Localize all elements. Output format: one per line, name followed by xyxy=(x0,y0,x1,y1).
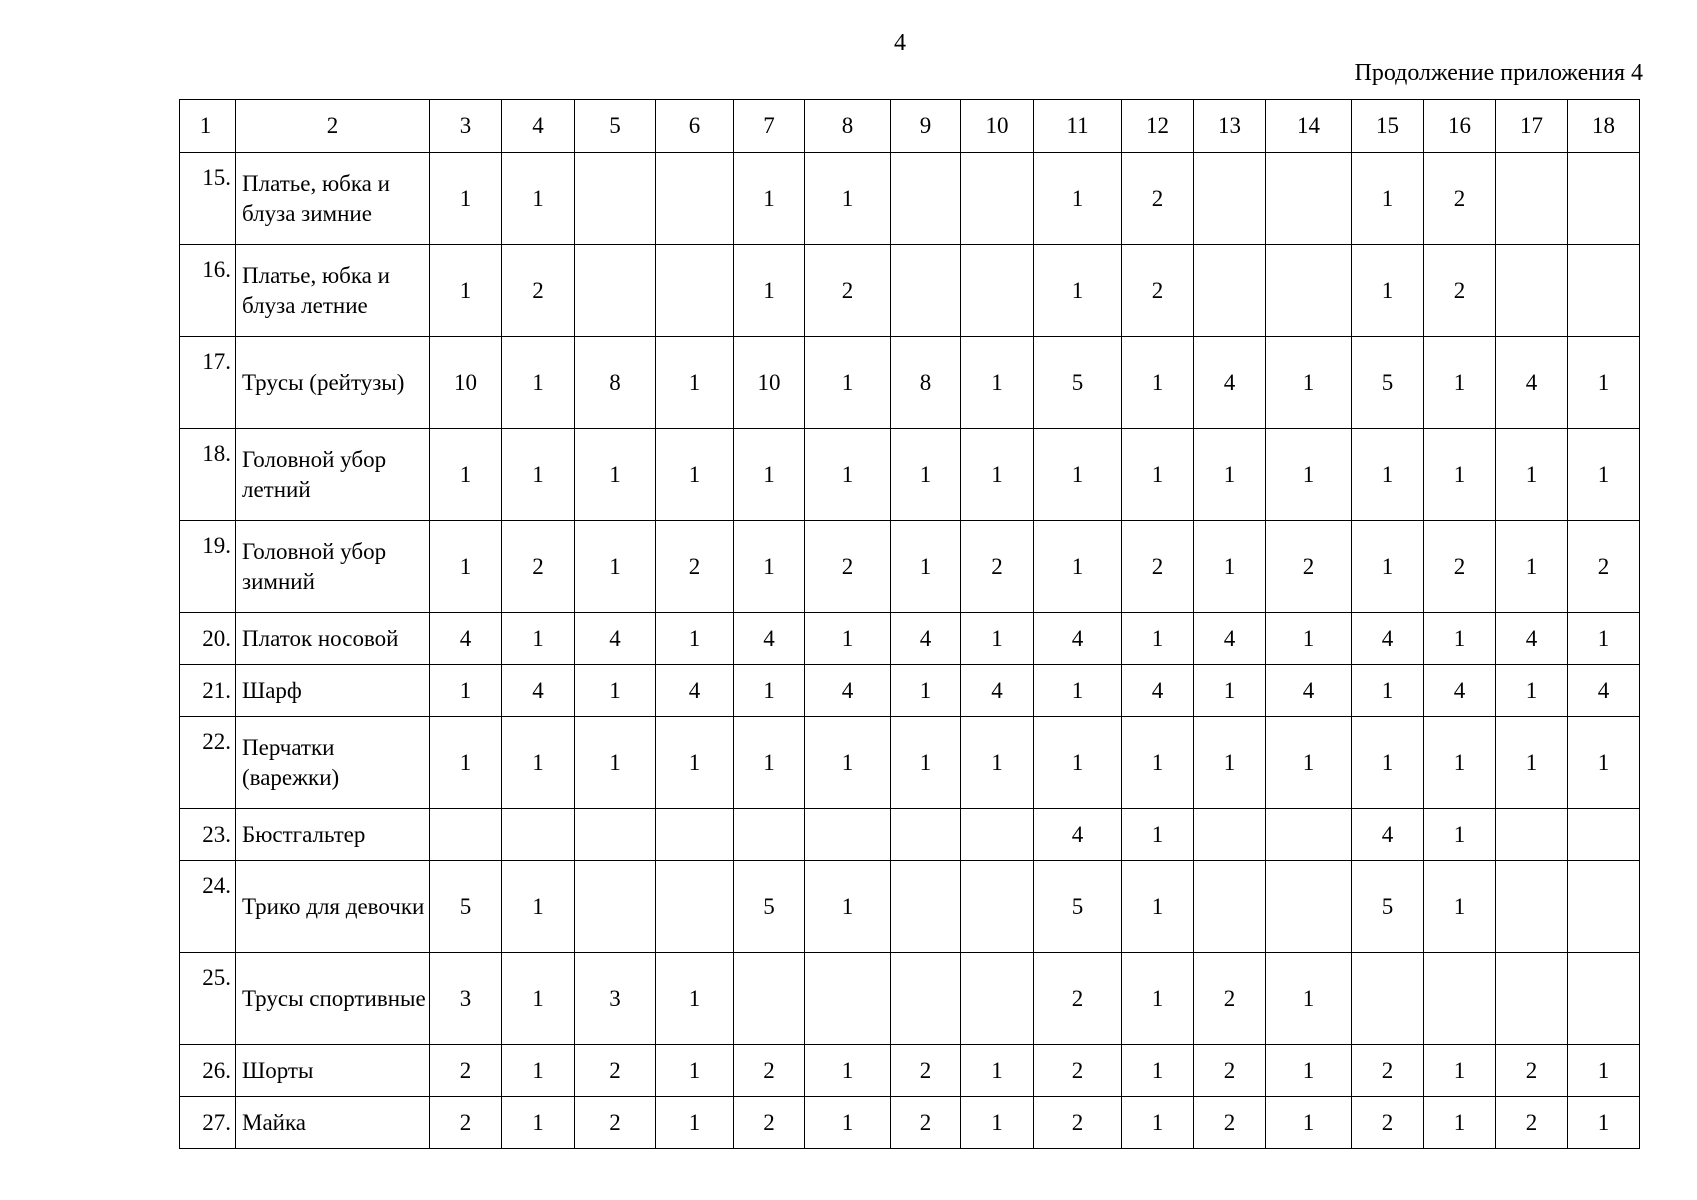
value-cell: 4 xyxy=(575,613,656,665)
value-cell: 2 xyxy=(502,245,575,337)
value-cell: 1 xyxy=(1352,665,1424,717)
value-cell: 1 xyxy=(430,245,502,337)
value-cell xyxy=(1352,953,1424,1045)
value-cell: 2 xyxy=(575,1045,656,1097)
value-cell xyxy=(656,861,734,953)
header-cell: 1 xyxy=(180,100,236,153)
value-cell: 4 xyxy=(656,665,734,717)
value-cell: 2 xyxy=(1266,521,1352,613)
header-cell: 13 xyxy=(1194,100,1266,153)
value-cell: 2 xyxy=(1424,521,1496,613)
value-cell: 1 xyxy=(430,429,502,521)
value-cell: 1 xyxy=(1496,717,1568,809)
value-cell xyxy=(656,809,734,861)
value-cell: 1 xyxy=(502,337,575,429)
value-cell: 1 xyxy=(734,665,805,717)
value-cell: 1 xyxy=(961,429,1034,521)
value-cell xyxy=(1568,809,1640,861)
item-name: Головной убор летний xyxy=(236,429,430,521)
value-cell xyxy=(961,245,1034,337)
item-name: Трусы спортивные xyxy=(236,953,430,1045)
value-cell xyxy=(891,809,961,861)
value-cell xyxy=(1496,153,1568,245)
value-cell: 1 xyxy=(1034,717,1122,809)
value-cell: 1 xyxy=(1122,717,1194,809)
value-cell: 2 xyxy=(502,521,575,613)
value-cell: 1 xyxy=(891,521,961,613)
value-cell: 4 xyxy=(1496,613,1568,665)
value-cell: 2 xyxy=(1122,153,1194,245)
table-row xyxy=(180,337,1640,429)
table-row xyxy=(180,245,1640,337)
header-cell: 16 xyxy=(1424,100,1496,153)
value-cell: 4 xyxy=(1352,809,1424,861)
value-cell xyxy=(805,809,891,861)
value-cell: 1 xyxy=(1424,809,1496,861)
value-cell: 8 xyxy=(891,337,961,429)
header-cell: 14 xyxy=(1266,100,1352,153)
value-cell: 2 xyxy=(891,1097,961,1149)
value-cell: 1 xyxy=(502,717,575,809)
value-cell: 1 xyxy=(575,521,656,613)
value-cell: 1 xyxy=(1266,717,1352,809)
header-cell: 12 xyxy=(1122,100,1194,153)
value-cell: 1 xyxy=(502,861,575,953)
value-cell: 1 xyxy=(430,717,502,809)
value-cell: 1 xyxy=(502,429,575,521)
value-cell: 4 xyxy=(430,613,502,665)
value-cell: 1 xyxy=(1568,1045,1640,1097)
value-cell: 8 xyxy=(575,337,656,429)
value-cell: 1 xyxy=(961,717,1034,809)
value-cell: 2 xyxy=(1034,1097,1122,1149)
row-number: 16. xyxy=(180,245,236,337)
value-cell: 1 xyxy=(805,1097,891,1149)
row-number: 25. xyxy=(180,953,236,1045)
value-cell xyxy=(961,153,1034,245)
value-cell: 1 xyxy=(656,337,734,429)
row-number: 26. xyxy=(180,1045,236,1097)
header-cell: 3 xyxy=(430,100,502,153)
value-cell xyxy=(1266,861,1352,953)
value-cell: 2 xyxy=(961,521,1034,613)
value-cell: 1 xyxy=(1122,429,1194,521)
value-cell: 1 xyxy=(575,665,656,717)
table-row xyxy=(180,665,1640,717)
value-cell xyxy=(1496,953,1568,1045)
value-cell: 1 xyxy=(1266,953,1352,1045)
header-cell: 17 xyxy=(1496,100,1568,153)
value-cell: 1 xyxy=(1034,429,1122,521)
value-cell: 1 xyxy=(1352,429,1424,521)
value-cell: 4 xyxy=(961,665,1034,717)
item-name: Шарф xyxy=(236,665,430,717)
value-cell: 1 xyxy=(1266,337,1352,429)
item-name: Платье, юбка и блуза летние xyxy=(236,245,430,337)
value-cell: 1 xyxy=(656,429,734,521)
value-cell xyxy=(1568,153,1640,245)
table-row xyxy=(180,429,1640,521)
value-cell: 1 xyxy=(575,429,656,521)
header-cell: 15 xyxy=(1352,100,1424,153)
value-cell: 4 xyxy=(805,665,891,717)
value-cell: 1 xyxy=(1122,953,1194,1045)
value-cell xyxy=(1568,245,1640,337)
value-cell: 2 xyxy=(430,1045,502,1097)
value-cell: 1 xyxy=(1034,521,1122,613)
value-cell: 4 xyxy=(1194,337,1266,429)
row-number: 24. xyxy=(180,861,236,953)
value-cell: 2 xyxy=(805,245,891,337)
value-cell: 2 xyxy=(1496,1045,1568,1097)
value-cell xyxy=(734,953,805,1045)
value-cell: 2 xyxy=(1034,1045,1122,1097)
value-cell: 2 xyxy=(891,1045,961,1097)
value-cell: 1 xyxy=(961,1045,1034,1097)
value-cell: 1 xyxy=(430,521,502,613)
value-cell: 2 xyxy=(1568,521,1640,613)
table-row xyxy=(180,1045,1640,1097)
table-row xyxy=(180,861,1640,953)
value-cell xyxy=(1496,245,1568,337)
value-cell: 1 xyxy=(1352,521,1424,613)
value-cell xyxy=(961,953,1034,1045)
value-cell: 2 xyxy=(1424,245,1496,337)
value-cell: 4 xyxy=(1266,665,1352,717)
table-row xyxy=(180,613,1640,665)
value-cell: 4 xyxy=(1424,665,1496,717)
item-name: Перчатки (варежки) xyxy=(236,717,430,809)
value-cell: 1 xyxy=(1424,429,1496,521)
value-cell: 1 xyxy=(891,717,961,809)
value-cell: 1 xyxy=(430,153,502,245)
value-cell: 5 xyxy=(1034,337,1122,429)
value-cell: 10 xyxy=(430,337,502,429)
appendix-caption: Продолжение приложения 4 xyxy=(1354,60,1643,86)
value-cell: 2 xyxy=(1122,521,1194,613)
value-cell xyxy=(1194,245,1266,337)
value-cell: 1 xyxy=(1266,429,1352,521)
header-cell: 10 xyxy=(961,100,1034,153)
value-cell xyxy=(1266,245,1352,337)
value-cell: 1 xyxy=(1122,809,1194,861)
item-name: Майка xyxy=(236,1097,430,1149)
table-row xyxy=(180,809,1640,861)
value-cell: 1 xyxy=(805,153,891,245)
value-cell: 1 xyxy=(1194,665,1266,717)
value-cell: 1 xyxy=(1568,1097,1640,1149)
value-cell xyxy=(1496,861,1568,953)
value-cell: 1 xyxy=(1496,429,1568,521)
value-cell: 2 xyxy=(575,1097,656,1149)
value-cell: 4 xyxy=(1034,613,1122,665)
value-cell: 2 xyxy=(1194,953,1266,1045)
value-cell: 1 xyxy=(1568,717,1640,809)
value-cell: 1 xyxy=(656,953,734,1045)
value-cell: 1 xyxy=(502,953,575,1045)
value-cell: 4 xyxy=(1034,809,1122,861)
value-cell: 1 xyxy=(1496,665,1568,717)
item-name: Трусы (рейтузы) xyxy=(236,337,430,429)
value-cell: 1 xyxy=(656,1097,734,1149)
value-cell: 1 xyxy=(1122,1045,1194,1097)
value-cell xyxy=(502,809,575,861)
value-cell: 1 xyxy=(502,153,575,245)
value-cell: 1 xyxy=(656,613,734,665)
value-cell: 5 xyxy=(734,861,805,953)
value-cell: 5 xyxy=(1034,861,1122,953)
value-cell: 1 xyxy=(1424,861,1496,953)
table-row xyxy=(180,153,1640,245)
value-cell: 1 xyxy=(1568,337,1640,429)
value-cell: 1 xyxy=(1122,613,1194,665)
value-cell: 1 xyxy=(1568,613,1640,665)
value-cell: 1 xyxy=(1266,1097,1352,1149)
appendix-table xyxy=(179,99,1640,1149)
value-cell: 1 xyxy=(656,717,734,809)
item-name: Бюстгальтер xyxy=(236,809,430,861)
value-cell: 2 xyxy=(805,521,891,613)
value-cell: 1 xyxy=(891,429,961,521)
value-cell: 2 xyxy=(1194,1097,1266,1149)
table-row xyxy=(180,1097,1640,1149)
row-number: 18. xyxy=(180,429,236,521)
value-cell: 1 xyxy=(805,861,891,953)
item-name: Платок носовой xyxy=(236,613,430,665)
value-cell: 1 xyxy=(961,1097,1034,1149)
value-cell: 3 xyxy=(430,953,502,1045)
value-cell xyxy=(1194,809,1266,861)
value-cell: 1 xyxy=(502,1045,575,1097)
header-cell: 6 xyxy=(656,100,734,153)
table-row xyxy=(180,521,1640,613)
header-cell: 4 xyxy=(502,100,575,153)
value-cell: 1 xyxy=(1122,861,1194,953)
value-cell: 1 xyxy=(1424,613,1496,665)
value-cell: 1 xyxy=(502,613,575,665)
row-number: 17. xyxy=(180,337,236,429)
value-cell xyxy=(1266,153,1352,245)
row-number: 15. xyxy=(180,153,236,245)
value-cell: 1 xyxy=(1122,337,1194,429)
value-cell xyxy=(961,809,1034,861)
value-cell: 4 xyxy=(1352,613,1424,665)
value-cell: 4 xyxy=(502,665,575,717)
page-number: 4 xyxy=(894,30,906,56)
row-number: 22. xyxy=(180,717,236,809)
value-cell: 4 xyxy=(734,613,805,665)
value-cell: 1 xyxy=(961,337,1034,429)
value-cell: 4 xyxy=(1122,665,1194,717)
value-cell: 2 xyxy=(656,521,734,613)
value-cell: 1 xyxy=(1266,613,1352,665)
value-cell: 1 xyxy=(1424,1097,1496,1149)
value-cell: 2 xyxy=(734,1097,805,1149)
value-cell xyxy=(656,153,734,245)
header-row xyxy=(180,100,1640,153)
value-cell xyxy=(656,245,734,337)
value-cell: 1 xyxy=(734,429,805,521)
value-cell: 1 xyxy=(805,1045,891,1097)
value-cell xyxy=(891,953,961,1045)
value-cell: 1 xyxy=(805,613,891,665)
header-cell: 9 xyxy=(891,100,961,153)
value-cell: 2 xyxy=(734,1045,805,1097)
value-cell: 1 xyxy=(805,337,891,429)
value-cell: 1 xyxy=(502,1097,575,1149)
value-cell: 1 xyxy=(1266,1045,1352,1097)
value-cell: 1 xyxy=(734,153,805,245)
value-cell xyxy=(1424,953,1496,1045)
value-cell xyxy=(805,953,891,1045)
value-cell: 2 xyxy=(1496,1097,1568,1149)
value-cell: 1 xyxy=(1034,153,1122,245)
row-number: 23. xyxy=(180,809,236,861)
value-cell: 1 xyxy=(1424,717,1496,809)
value-cell: 1 xyxy=(891,665,961,717)
value-cell: 1 xyxy=(1034,245,1122,337)
value-cell: 4 xyxy=(1496,337,1568,429)
value-cell: 4 xyxy=(1194,613,1266,665)
value-cell xyxy=(961,861,1034,953)
value-cell: 3 xyxy=(575,953,656,1045)
value-cell xyxy=(1194,153,1266,245)
header-cell: 8 xyxy=(805,100,891,153)
value-cell: 1 xyxy=(1352,153,1424,245)
value-cell: 1 xyxy=(805,429,891,521)
header-cell: 7 xyxy=(734,100,805,153)
value-cell xyxy=(1568,861,1640,953)
value-cell: 2 xyxy=(430,1097,502,1149)
value-cell: 1 xyxy=(1194,429,1266,521)
value-cell: 5 xyxy=(1352,861,1424,953)
value-cell: 1 xyxy=(430,665,502,717)
row-number: 27. xyxy=(180,1097,236,1149)
value-cell: 1 xyxy=(734,521,805,613)
value-cell: 1 xyxy=(1424,337,1496,429)
value-cell: 5 xyxy=(1352,337,1424,429)
value-cell: 1 xyxy=(1034,665,1122,717)
row-number: 20. xyxy=(180,613,236,665)
value-cell: 1 xyxy=(805,717,891,809)
header-cell: 18 xyxy=(1568,100,1640,153)
row-number: 21. xyxy=(180,665,236,717)
value-cell: 1 xyxy=(734,245,805,337)
value-cell: 10 xyxy=(734,337,805,429)
value-cell: 2 xyxy=(1194,1045,1266,1097)
value-cell: 2 xyxy=(1352,1045,1424,1097)
value-cell: 1 xyxy=(1194,521,1266,613)
value-cell xyxy=(430,809,502,861)
value-cell: 1 xyxy=(961,613,1034,665)
item-name: Головной убор зимний xyxy=(236,521,430,613)
item-name: Шорты xyxy=(236,1045,430,1097)
value-cell xyxy=(575,809,656,861)
value-cell: 1 xyxy=(1122,1097,1194,1149)
value-cell xyxy=(891,153,961,245)
value-cell: 2 xyxy=(1424,153,1496,245)
value-cell: 1 xyxy=(575,717,656,809)
value-cell: 1 xyxy=(734,717,805,809)
header-cell: 2 xyxy=(236,100,430,153)
value-cell: 1 xyxy=(656,1045,734,1097)
value-cell xyxy=(891,861,961,953)
value-cell: 1 xyxy=(1568,429,1640,521)
value-cell xyxy=(734,809,805,861)
value-cell: 2 xyxy=(1034,953,1122,1045)
table-row xyxy=(180,717,1640,809)
value-cell: 4 xyxy=(1568,665,1640,717)
value-cell: 2 xyxy=(1352,1097,1424,1149)
value-cell: 1 xyxy=(1352,717,1424,809)
value-cell: 1 xyxy=(1352,245,1424,337)
value-cell xyxy=(1568,953,1640,1045)
value-cell xyxy=(575,861,656,953)
value-cell: 4 xyxy=(891,613,961,665)
value-cell: 1 xyxy=(1194,717,1266,809)
value-cell xyxy=(1266,809,1352,861)
value-cell xyxy=(575,153,656,245)
value-cell: 5 xyxy=(430,861,502,953)
item-name: Трико для девочки xyxy=(236,861,430,953)
value-cell xyxy=(1496,809,1568,861)
header-cell: 11 xyxy=(1034,100,1122,153)
header-cell: 5 xyxy=(575,100,656,153)
value-cell xyxy=(575,245,656,337)
value-cell: 2 xyxy=(1122,245,1194,337)
value-cell xyxy=(1194,861,1266,953)
item-name: Платье, юбка и блуза зимние xyxy=(236,153,430,245)
row-number: 19. xyxy=(180,521,236,613)
value-cell: 1 xyxy=(1496,521,1568,613)
table-row xyxy=(180,953,1640,1045)
value-cell: 1 xyxy=(1424,1045,1496,1097)
value-cell xyxy=(891,245,961,337)
